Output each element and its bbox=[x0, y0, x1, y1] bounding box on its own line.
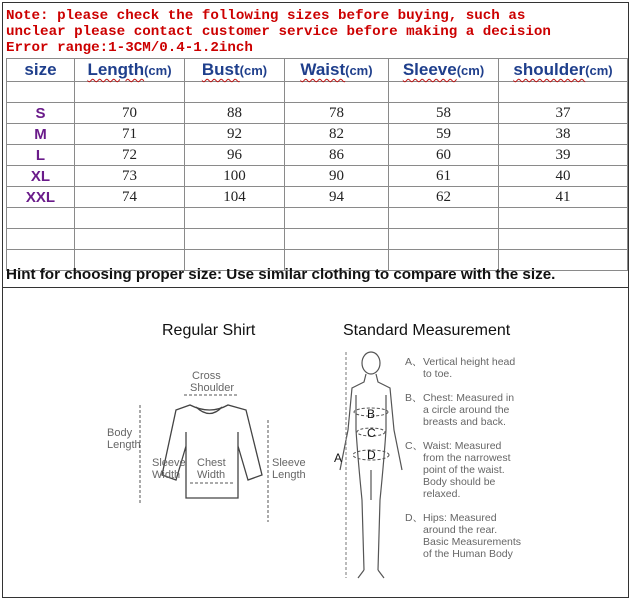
measure-title: Standard Measurement bbox=[343, 322, 511, 339]
sleeve-length-label-1: Sleeve bbox=[272, 457, 306, 469]
legend-d-line-2: around the rear. bbox=[423, 524, 498, 536]
measure-cell: 70 bbox=[75, 103, 185, 124]
header-waist: Waist(cm) bbox=[285, 59, 389, 82]
legend-b-line-1: Chest: Measured in bbox=[423, 392, 515, 404]
body-length-label-2: Length bbox=[107, 439, 141, 451]
size-cell: M bbox=[7, 124, 75, 145]
measurement-legend bbox=[405, 356, 521, 560]
legend-a-line-2: to toe. bbox=[423, 368, 453, 380]
header-length: Length(cm) bbox=[75, 59, 185, 82]
measure-cell: 37 bbox=[499, 103, 628, 124]
cross-shoulder-label-2: Shoulder bbox=[190, 382, 235, 394]
measure-cell: 100 bbox=[185, 166, 285, 187]
legend-c-line-4: Body should be bbox=[423, 476, 496, 488]
size-cell: S bbox=[7, 103, 75, 124]
sleeve-length-label-2: Length bbox=[272, 469, 306, 481]
legend-d-letter: D、 bbox=[405, 512, 424, 524]
legend-c-line-3: point of the waist. bbox=[423, 464, 505, 476]
cross-shoulder-label-1: Cross bbox=[192, 370, 221, 382]
legend-b-line-3: breasts and back. bbox=[423, 416, 506, 428]
legend-a-line-1: Vertical height head bbox=[423, 356, 516, 368]
measure-cell: 38 bbox=[499, 124, 628, 145]
marker-b: B bbox=[367, 407, 376, 421]
legend-c-letter: C、 bbox=[405, 440, 424, 452]
legend-b-line-2: a circle around the bbox=[423, 404, 510, 416]
size-cell: L bbox=[7, 145, 75, 166]
legend-c-line-2: from the narrowest bbox=[423, 452, 511, 464]
measure-cell: 40 bbox=[499, 166, 628, 187]
sleeve-width-label-2: Width bbox=[152, 469, 181, 481]
measure-cell: 96 bbox=[185, 145, 285, 166]
chest-width-label-1: Chest bbox=[197, 457, 226, 469]
measure-cell: 71 bbox=[75, 124, 185, 145]
measure-cell: 72 bbox=[75, 145, 185, 166]
shirt-title: Regular Shirt bbox=[162, 322, 256, 339]
hint-text: Hint for choosing proper size: Use similar clothing to compare with the size. bbox=[6, 266, 556, 283]
measure-cell: 73 bbox=[75, 166, 185, 187]
measure-cell: 59 bbox=[389, 124, 499, 145]
measure-cell: 94 bbox=[285, 187, 389, 208]
note-line-2: unclear please contact customer service before making a decision bbox=[6, 24, 551, 40]
chest-width-label-2: Width bbox=[197, 469, 226, 481]
shirt-outline-icon bbox=[162, 405, 262, 498]
measure-cell: 62 bbox=[389, 187, 499, 208]
note-line-1: Note: please check the following sizes before buying, such as bbox=[6, 8, 526, 24]
measure-cell: 74 bbox=[75, 187, 185, 208]
legend-d-line-1: Hips: Measured bbox=[423, 512, 497, 524]
size-cell: XL bbox=[7, 166, 75, 187]
measure-cell: 39 bbox=[499, 145, 628, 166]
legend-a-letter: A、 bbox=[405, 356, 423, 368]
measure-cell: 86 bbox=[285, 145, 389, 166]
header-sleeve: Sleeve(cm) bbox=[389, 59, 499, 82]
marker-a: A bbox=[334, 451, 343, 465]
marker-c: C bbox=[367, 426, 376, 440]
measure-cell: 104 bbox=[185, 187, 285, 208]
header-size: size bbox=[7, 59, 75, 82]
header-shoulder: shoulder(cm) bbox=[499, 59, 628, 82]
measure-cell: 41 bbox=[499, 187, 628, 208]
measure-cell: 61 bbox=[389, 166, 499, 187]
size-cell: XXL bbox=[7, 187, 75, 208]
body-length-label-1: Body bbox=[107, 427, 133, 439]
measure-cell: 58 bbox=[389, 103, 499, 124]
measure-cell: 82 bbox=[285, 124, 389, 145]
legend-d-line-4: of the Human Body bbox=[423, 548, 513, 560]
legend-b-letter: B、 bbox=[405, 392, 423, 404]
header-bust: Bust(cm) bbox=[185, 59, 285, 82]
legend-c-line-5: relaxed. bbox=[423, 488, 461, 500]
legend-c-line-1: Waist: Measured bbox=[423, 440, 502, 452]
measure-cell: 88 bbox=[185, 103, 285, 124]
legend-d-line-3: Basic Measurements bbox=[423, 536, 522, 548]
sleeve-width-label-1: Sleeve bbox=[152, 457, 186, 469]
note-line-3: Error range:1-3CM/0.4-1.2inch bbox=[6, 40, 253, 56]
human-body-icon bbox=[340, 352, 402, 578]
measure-cell: 78 bbox=[285, 103, 389, 124]
marker-d: D bbox=[367, 448, 376, 462]
measure-cell: 60 bbox=[389, 145, 499, 166]
measure-cell: 90 bbox=[285, 166, 389, 187]
measure-cell: 92 bbox=[185, 124, 285, 145]
